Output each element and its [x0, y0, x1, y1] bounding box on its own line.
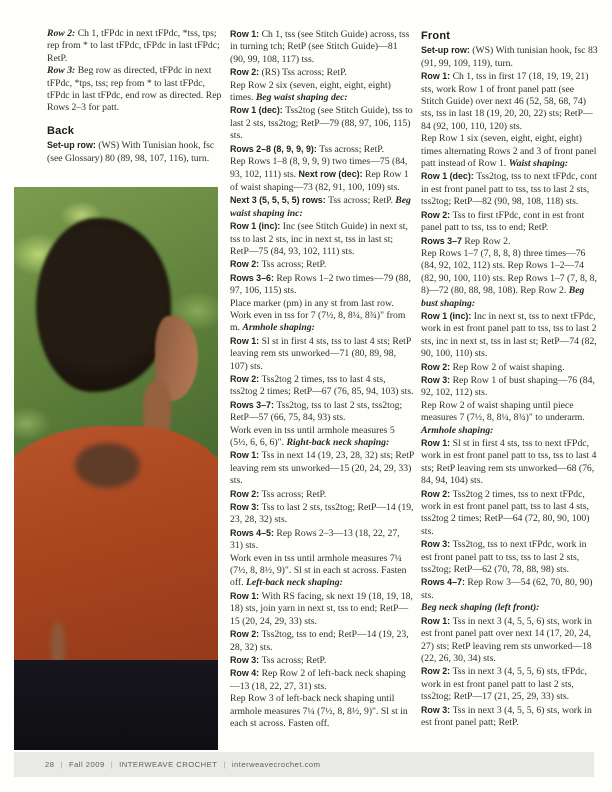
pattern-text: Rep Row 2 of waist shaping until piece measures 7 (7½, 8, 8¼, 8¾)" to underarm. — [421, 399, 585, 424]
pattern-paragraph — [230, 654, 414, 667]
row-label: Row 2: — [230, 488, 262, 499]
pattern-text: Rep Rows 1–7 (7, 8, 8, 8) three times—76 (84, 92, 102, 112) sts. Rep Rows 1–2—74 (82, 90, 100, 110) sts. Rep Rows 1–7 (7, 8, 8, 8)—72 (80, 88, 98, 108). Rep Row 2. — [421, 247, 597, 297]
inline-section-heading: Beg neck shaping (left front): — [421, 602, 540, 614]
row-label: Rows 3–6: — [230, 272, 277, 283]
pattern-paragraph — [421, 665, 599, 703]
pattern-text: Work even in tss until armhole measures 7¼ (7½, 8, 8½, 9)". Sl st in each st across. Fasten off. — [230, 552, 407, 589]
pattern-paragraph — [47, 139, 227, 165]
footer-bar — [14, 752, 594, 777]
inline-section-heading: Left-back neck shaping: — [245, 577, 343, 589]
right-column — [421, 28, 599, 729]
pattern-paragraph — [230, 66, 414, 79]
row-label: Row 2: — [421, 361, 453, 372]
pattern-text: Tss2tog 2 times, tss to next tFPdc, work in est front panel patt, tss to last 4 sts, tss2tog 2 times; RetP—64 (72, 80, 90, 100) sts. — [421, 488, 590, 537]
pattern-text: Tss to first tFPdc, cont in est front panel patt to tss, tss to end; RetP. — [421, 209, 585, 234]
pattern-text: (WS) With Tunisian hook, fsc (see Glossary) 80 (89, 98, 107, 116), turn. — [47, 140, 215, 164]
pattern-paragraph — [230, 80, 414, 105]
pattern-paragraph — [230, 373, 414, 399]
pattern-text: Tss2tog 2 times, tss to last 4 sts, tss2tog 2 times; RetP—67 (76, 85, 94, 103) sts. — [230, 373, 414, 398]
pattern-text: Tss in next 3 (4, 5, 5, 6) sts, work in est front panel patt over next 14 (17, 20, 24, 27) sts; RetP leaving rem sts unworked—18 (22, 26, 30, 34) sts. — [421, 615, 592, 664]
pattern-paragraph — [230, 553, 414, 590]
inline-section-heading: Row 3: — [47, 65, 78, 77]
pattern-text: Rep Row 2 six (seven, eight, eight, eight) times. — [230, 79, 391, 104]
footer-separator: | — [110, 760, 114, 769]
pattern-paragraph — [421, 374, 599, 400]
row-label: Row 2: — [230, 629, 262, 640]
pattern-paragraph — [230, 272, 414, 298]
pattern-paragraph — [421, 704, 599, 730]
row-label: Rows 3–7 — [421, 235, 465, 246]
pattern-text: Tss2tog, tss to last 2 sts, tss2tog; RetP—57 (66, 75, 84, 93) sts. — [230, 399, 403, 424]
inline-section-heading: Right-back neck shaping: — [286, 437, 390, 448]
pattern-paragraph — [421, 310, 599, 361]
pattern-text: Beg row as directed, tFPdc in next tFPdc, *tps, tss; rep from * to last tFPdc, tFPdc in last tFPdc, end row as directed. Rep Rows 2–3 for patt. — [47, 65, 222, 114]
row-label: Row 2: — [230, 67, 262, 78]
row-label: Next row (dec): — [298, 169, 366, 180]
row-label: Row 2: — [230, 259, 262, 270]
pattern-paragraph — [421, 538, 599, 576]
row-label: Row 1 (dec): — [421, 171, 477, 182]
pattern-paragraph — [47, 65, 227, 115]
pattern-text: Sl st in first 4 sts, tss to next tFPdc, work in est front panel patt to tss, tss to last 4 sts; RetP leaving rem sts unworked—68 (76, 84, 94, 104) sts. — [421, 438, 597, 487]
pattern-paragraph — [230, 104, 414, 142]
pattern-paragraph — [230, 449, 414, 487]
pattern-paragraph — [421, 133, 599, 170]
inline-section-heading: Row 2: — [47, 28, 78, 39]
pattern-paragraph — [230, 590, 414, 628]
pattern-text: Tss to last 2 sts, tss2tog; RetP—14 (19, 23, 28, 32) sts. — [230, 502, 414, 526]
website-url: interweavecrochet.com — [231, 760, 321, 769]
row-label: Row 1: — [421, 615, 453, 626]
pattern-text: Rep Row 2 of left-back neck shaping—13 (18, 22, 27, 31) sts. — [230, 668, 406, 692]
pattern-paragraph — [421, 361, 599, 374]
section-heading: Front — [421, 30, 451, 42]
pattern-paragraph — [421, 437, 599, 488]
model-photo — [14, 187, 218, 750]
pattern-text: Rep Row 3—54 (62, 70, 80, 90) sts. — [421, 577, 593, 601]
pattern-text: Tss2tog, tss to end; RetP—14 (19, 23, 28, 32) sts. — [230, 629, 409, 653]
pattern-paragraph — [230, 399, 414, 425]
row-label: Row 1: — [230, 590, 262, 601]
row-label: Row 4: — [230, 668, 262, 679]
row-label: Row 3: — [421, 704, 453, 715]
left-column — [47, 28, 227, 165]
pattern-text: Tss across; RetP. — [261, 259, 327, 271]
pattern-text: Ch 1, tss in first 17 (18, 19, 19, 21) sts, work Row 1 of front panel patt (see Stitch Guide) over next 46 (52, 58, 68, 74) sts, tss in last 18 (19, 20, 20, 22) sts; RetP—84 (92, 100, 110, 120) sts. — [421, 71, 593, 132]
row-label: Row 2: — [421, 666, 453, 677]
row-label: Row 1: — [230, 29, 262, 39]
pattern-paragraph — [421, 70, 599, 133]
pattern-paragraph — [230, 693, 414, 730]
row-label: Row 2: — [230, 373, 262, 384]
pattern-text: Rep Row 3 of left-back neck shaping until armhole measures 7¼ (7½, 8, 8½, 9)". Sl st in each st across. Fasten off. — [230, 693, 408, 729]
pattern-paragraph — [421, 488, 599, 539]
pattern-paragraph — [421, 576, 599, 602]
inline-section-heading: Waist shaping: — [508, 158, 569, 170]
issue-date: Fall 2009 — [68, 760, 105, 769]
pattern-paragraph — [230, 298, 414, 335]
row-label: Row 3: — [421, 374, 453, 385]
pattern-text: Tss2tog (see Stitch Guide), tss to last 2 sts, tss2tog; RetP—79 (88, 97, 106, 115) sts. — [230, 105, 413, 142]
pattern-text: Tss in next 14 (19, 23, 28, 32) sts; RetP leaving rem sts unworked—15 (20, 24, 29, 33) sts. — [230, 450, 414, 487]
row-label: Row 1 (dec): — [230, 105, 286, 116]
pattern-text: Tss2tog, tss to next tFPdc, work in est front panel patt to tss, tss to last 2 sts, tss2tog; RetP—62 (70, 78, 88, 98) sts. — [421, 539, 587, 576]
pattern-text: Sl st in first 4 sts, tss to last 4 sts; RetP leaving rem sts unworked—71 (80, 89, 98, 107) sts. — [230, 335, 411, 372]
pattern-paragraph — [421, 615, 599, 666]
inline-section-heading: Beg bust shaping: — [421, 285, 585, 309]
pattern-text: Rep Row 1 of waist shaping—73 (82, 91, 100, 109) sts. — [230, 169, 409, 193]
pattern-paragraph — [230, 143, 414, 156]
row-label: Row 1: — [230, 335, 262, 346]
pattern-paragraph — [230, 258, 414, 271]
pattern-paragraph — [230, 28, 414, 66]
pattern-paragraph — [230, 425, 414, 450]
pattern-text: (RS) Tss across; RetP. — [261, 67, 347, 79]
pattern-paragraph — [421, 248, 599, 310]
pattern-text: Tss in next 3 (4, 5, 5, 6) sts, work in est front panel patt; RetP. — [421, 704, 592, 728]
pattern-text: Tss across; RetP. — [328, 195, 396, 207]
pattern-paragraph — [230, 156, 414, 220]
pattern-text: Tss across; RetP. — [261, 654, 327, 666]
pattern-paragraph — [230, 628, 414, 654]
pattern-text: Rep Rows 1–8 (8, 9, 9, 9) two times—75 (84, 93, 102, 111) sts. — [230, 156, 408, 181]
pattern-paragraph — [421, 170, 599, 208]
pattern-text: Work even in tss until armhole measures 5 (5½, 6, 6, 6)". — [230, 424, 395, 448]
pattern-paragraph — [230, 501, 414, 527]
row-label: Rows 3–7: — [230, 399, 277, 410]
pattern-text: Rep Rows 2–3—13 (18, 22, 27, 31) sts. — [230, 527, 400, 552]
pattern-paragraph — [230, 488, 414, 501]
footer-separator: | — [223, 760, 226, 769]
pattern-text: Rep Row 2 of waist shaping. — [452, 361, 565, 373]
model-hair — [36, 218, 171, 393]
row-label: Set-up row: — [421, 45, 473, 56]
page-number: 28 — [45, 760, 55, 769]
row-label: Row 1: — [421, 438, 453, 448]
pattern-text: Place marker (pm) in any st from last row. Work even in tss for 7 (7½, 8, 8¼, 8¾)" from m. — [230, 297, 406, 334]
pattern-text: Rep Rows 1–2 two times—79 (88, 97, 106, 115) sts. — [230, 272, 411, 297]
pattern-paragraph — [230, 667, 414, 693]
footer-separator: | — [60, 760, 63, 769]
pattern-text: Inc (see Stitch Guide) in next st, tss to last 2 sts, inc in next st, tss in last st; RetP—75 (84, 93, 102, 111) sts. — [230, 221, 408, 257]
section-heading: Back — [47, 124, 75, 137]
pattern-text: Tss across; RetP. — [319, 143, 384, 155]
row-label: Row 1: — [421, 71, 453, 82]
inline-section-heading: Beg waist shaping dec: — [255, 92, 348, 104]
pattern-paragraph — [421, 400, 599, 437]
middle-column — [230, 28, 414, 730]
inline-section-heading: Beg waist shaping inc: — [230, 195, 411, 219]
row-label: Rows 4–5: — [230, 527, 277, 538]
pattern-text: Rep Row 1 of bust shaping—76 (84, 92, 102, 112) sts. — [421, 374, 595, 399]
row-label: Row 2: — [421, 209, 453, 220]
row-label: Row 1 (inc): — [421, 310, 474, 321]
pattern-text: Tss across; RetP. — [261, 488, 327, 500]
row-label: Next 3 (5, 5, 5, 5) rows: — [230, 195, 329, 206]
pattern-text: Rep Row 2. — [464, 235, 511, 247]
pattern-text: Ch 1, tFPdc in next tFPdc, *tss, tps; rep from * to last tFPdc, tFPdc in last tFPdc; RetP. — [47, 28, 220, 64]
row-label: Rows 4–7: — [421, 577, 468, 588]
pattern-paragraph — [421, 235, 599, 248]
pattern-text: Inc in next st, tss to next tFPdc, work in est front panel patt to tss, tss to last 2 sts, inc in next st, tss in last st; RetP—74 (82, 90, 100, 110) sts. — [421, 310, 597, 360]
pattern-text: Tss in next 3 (4, 5, 5, 6) sts, tFPdc, work in est front panel patt to last 2 sts, tss2tog; RetP—17 (21, 25, 29, 33) sts. — [421, 666, 587, 703]
row-label: Set-up row: — [47, 140, 99, 151]
pattern-text: Ch 1, tss (see Stitch Guide) across, tss in turning tch; RetP (see Stitch Guide)—81 (90, 99, 108, 117) tss. — [230, 29, 410, 65]
pattern-paragraph — [421, 602, 599, 614]
pattern-paragraph — [47, 28, 227, 65]
pattern-text: Rep Row 1 six (seven, eight, eight, eight) times alternating Rows 2 and 3 of front panel patt instead of Row 1. — [421, 133, 597, 170]
inline-section-heading: Armhole shaping: — [421, 424, 494, 436]
row-label: Rows 2–8 (8, 9, 9, 9): — [230, 143, 320, 154]
row-label: Row 3: — [230, 654, 262, 665]
row-label: Row 1: — [230, 450, 262, 461]
pattern-paragraph — [230, 527, 414, 553]
row-label: Row 3: — [230, 502, 262, 513]
row-label: Row 1 (inc): — [230, 221, 283, 232]
pattern-text: Tss2tog, tss to next tFPdc, cont in est front panel patt to tss, tss to last 2 sts, tss2tog; RetP—82 (90, 98, 108, 118) sts. — [421, 171, 597, 208]
inline-section-heading: Armhole shaping: — [242, 322, 315, 334]
pattern-paragraph — [230, 335, 414, 373]
black-skirt — [14, 660, 218, 750]
row-label: Row 3: — [421, 539, 453, 550]
pattern-paragraph — [421, 209, 599, 235]
pattern-paragraph — [230, 220, 414, 258]
pattern-text: With RS facing, sk next 19 (18, 19, 18, 18) sts, join yarn in next st, tss to end; RetP—15 (20, 24, 29, 33) sts. — [230, 590, 413, 627]
pattern-text: (WS) With tunisian hook, fsc 83 (91, 99, 109, 119), turn. — [421, 45, 598, 69]
magazine-name: INTERWEAVE CROCHET — [119, 760, 218, 769]
pattern-paragraph — [421, 44, 599, 70]
row-label: Row 2: — [421, 488, 453, 499]
